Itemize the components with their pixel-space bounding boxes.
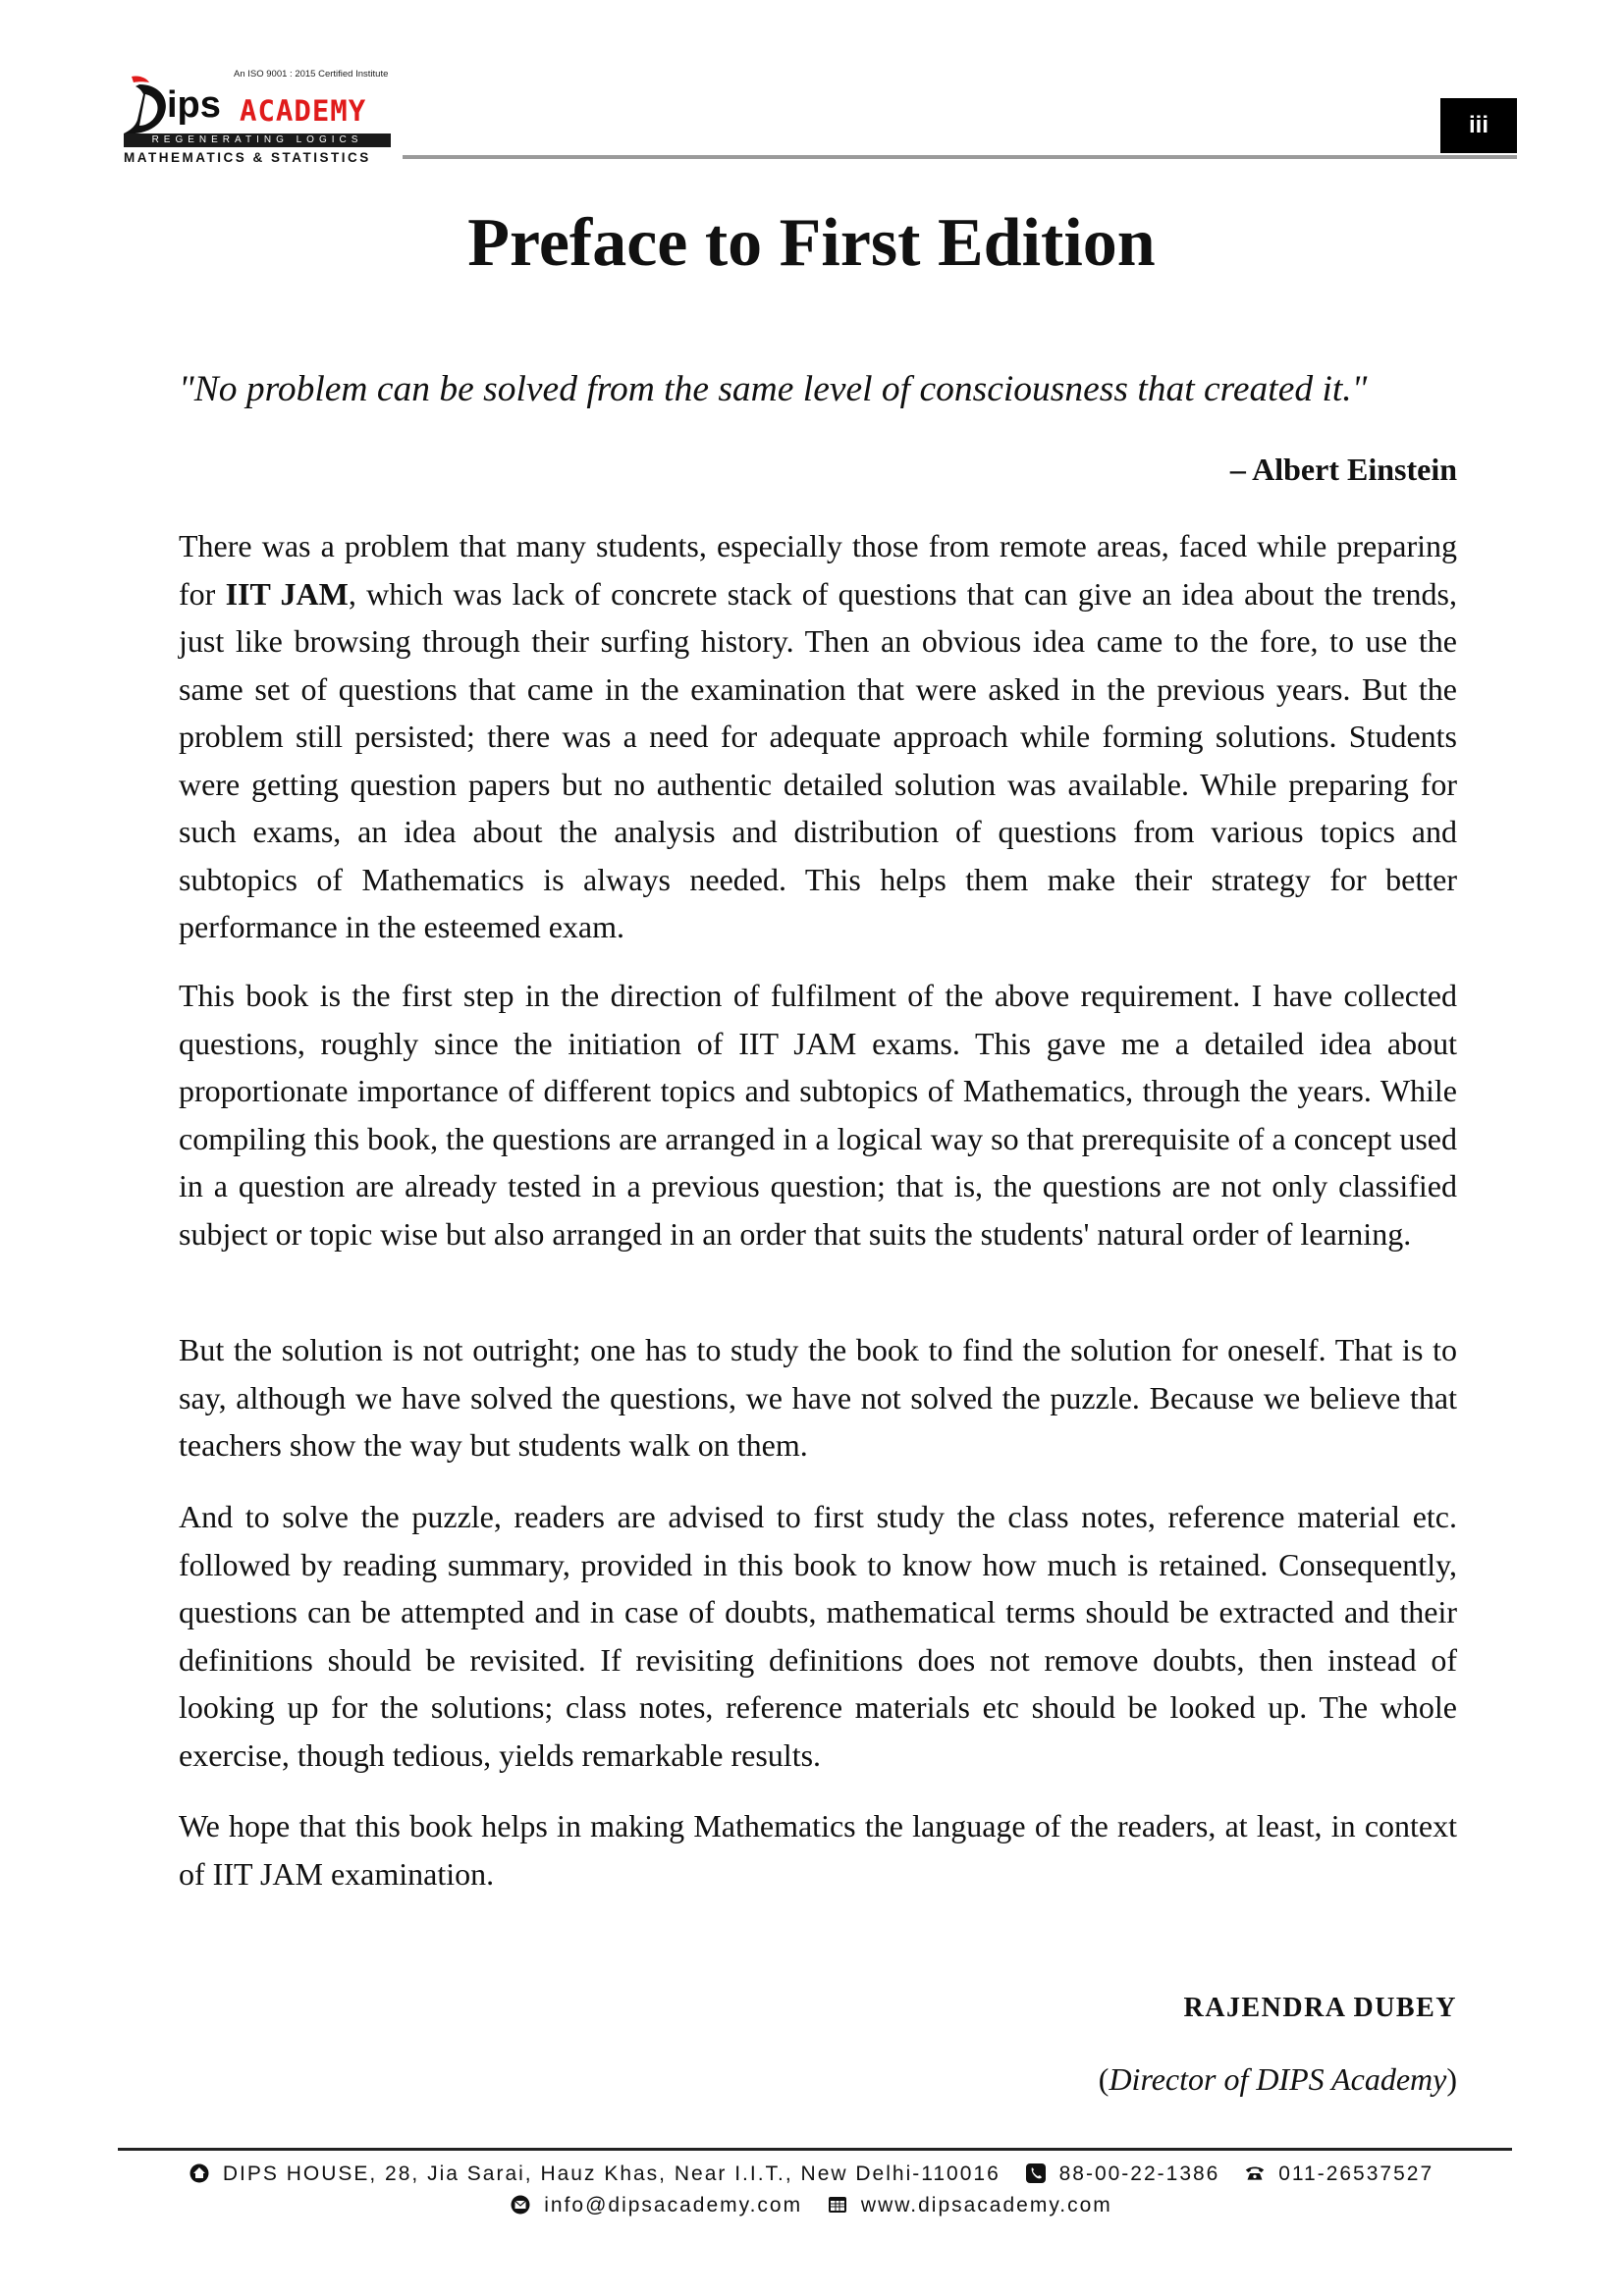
preface-paragraph-5: We hope that this book helps in making Mathematics the language of the readers, at least, in context of IIT JAM examination. [179,1808,1457,1892]
email-icon [511,2195,530,2215]
footer-email[interactable]: info@dipsacademy.com [544,2194,803,2216]
exam-name-bold: IIT JAM [225,575,349,612]
dips-academy-logo [116,69,401,167]
header-divider [403,155,1517,159]
preface-paragraph-1: There was a problem that many students, especially those from remote areas, faced while preparing for IIT JAM, which was lack of concrete stack of questions that can give an idea about the trends, just like browsing through their surfing history. Then an obvious idea came to the fore, to use the same set of questions that came in the examination that were asked in the previous years. But the problem still persisted; there was a need for adequate approach while forming solutions. Students were getting question papers but no authentic detailed solution was available. While preparing for such exams, an idea about the analysis and distribution of questions from various topics and subtopics of Mathematics is always needed. This helps them make their strategy for better performance in the esteemed exam. [179,528,1458,944]
footer-divider [118,2148,1512,2151]
logo-brand-ips: ips [167,84,221,126]
page-title: Preface to First Edition [467,205,1156,281]
footer-online-row [0,2194,1623,2217]
author-designation: (Director of DIPS Academy) [1098,2061,1457,2097]
telephone-icon [1245,2163,1265,2183]
preface-paragraph-2: This book is the first step in the direction of fulfilment of the above requirement. I have collected questions, roughly since the initiation of IIT JAM exams. This gave me a detailed idea about proportionate importance of different topics and subtopics of Mathematics, through the years. While compiling this book, the questions are arranged in a logical way so that prerequisite of a concept used in a question are already tested in a previous question; that is, the questions are not only classified subject or topic wise but also arranged in an order that suits the students' natural order of learning. [179,978,1457,1252]
footer-contact-row [0,2163,1623,2186]
logo-subtitle: MATHEMATICS & STATISTICS [124,150,371,165]
web-icon [828,2195,847,2215]
logo-iso-text: An ISO 9001 : 2015 Certified Institute [234,69,389,80]
preface-paragraph-3: But the solution is not outright; one has to study the book to find the solution for oneself. That is to say, although we have solved the questions, we have not solved the puzzle. Because we believe that teachers show the way but students walk on them. [179,1332,1457,1463]
logo-brand-academy: ACADEMY [240,94,367,128]
epigraph-quote: "No problem can be solved from the same level of consciousness that created it." [179,369,1368,409]
logo-tagline: REGENERATING LOGICS [124,133,391,147]
epigraph-author: – Albert Einstein [1229,452,1457,487]
page-number-badge: iii [1440,98,1517,153]
footer-address: DIPS HOUSE, 28, Jia Sarai, Hauz Khas, Near I.I.T., New Delhi-110016 [222,2163,1001,2185]
author-name: RAJENDRA DUBEY [1183,1993,1457,2023]
home-icon [189,2163,209,2183]
mobile-phone-icon [1026,2163,1046,2183]
footer-mobile: 88-00-22-1386 [1058,2163,1220,2185]
preface-paragraph-4: And to solve the puzzle, readers are advised to first study the class notes, reference material etc. followed by reading summary, provided in this book to know how much is retained. Consequently, questions can be attempted and in case of doubts, mathematical terms should be extracted and their definitions should be revisited. If revisiting definitions does not remove doubts, then instead of looking up for the solutions; class notes, reference materials etc should be looked up. The whole exercise, though tedious, yields remarkable results. [179,1499,1457,1773]
footer-website[interactable]: www.dipsacademy.com [860,2194,1112,2216]
footer-phone: 011-26537527 [1278,2163,1434,2185]
